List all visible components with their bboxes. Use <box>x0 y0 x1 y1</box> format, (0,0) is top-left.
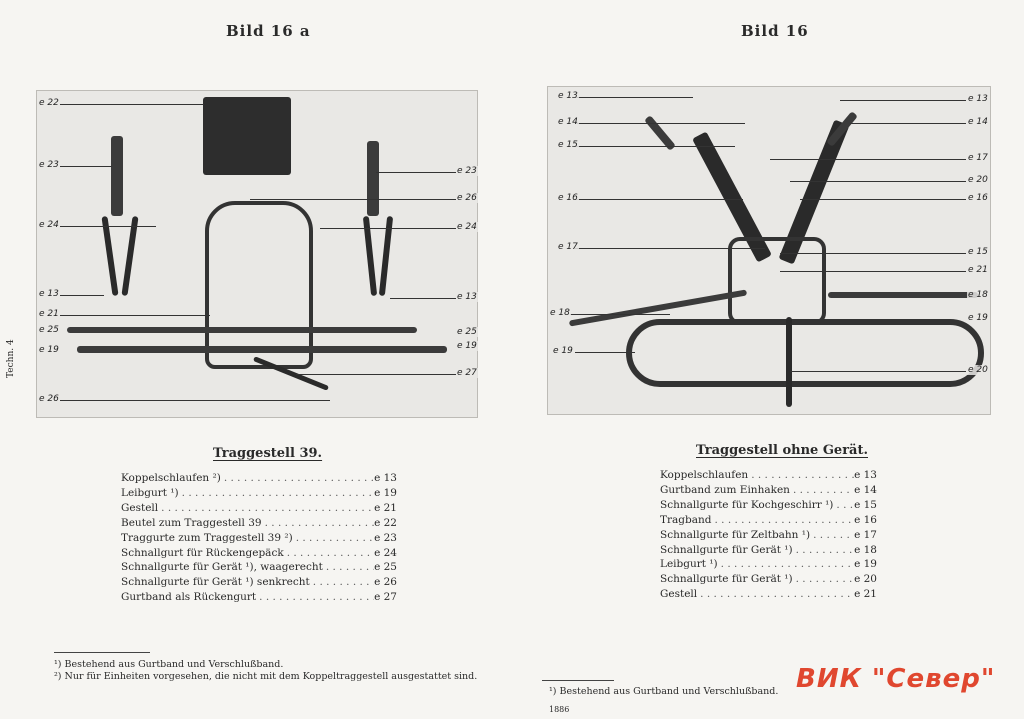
footnote: ¹) Bestehend aus Gurtband und Verschlußband. <box>54 659 284 670</box>
leader-line <box>780 271 966 272</box>
leader-line <box>390 298 456 299</box>
leader-line <box>575 97 693 98</box>
frame-shape <box>205 201 313 369</box>
strap-shape <box>121 216 138 296</box>
photo-label: e 19 <box>553 346 573 356</box>
left-legend <box>121 471 397 605</box>
legend-row: Schnallgurte für Gerät ¹) . . . e 20 <box>660 572 877 587</box>
watermark-text: ВИК "Север" <box>796 664 996 694</box>
strap-shape <box>786 317 792 407</box>
legend-row: Schnallgurte für Kochgeschirr ¹) . . . e 15 <box>660 498 877 513</box>
side-margin-text: Techn. 4 <box>6 339 16 378</box>
strap-shape <box>111 136 123 216</box>
right-legend <box>660 468 877 602</box>
legend-row: Schnallgurte für Gerät ¹), waagerecht . . . e 25 <box>121 560 397 575</box>
leader-line <box>60 295 104 296</box>
legend-row: Beutel zum Traggestell 39 . . . e 22 <box>121 516 397 531</box>
photo-label: e 19 <box>39 345 59 355</box>
left-figure-title: Bild 16 a <box>226 22 311 40</box>
leader-line <box>790 371 966 372</box>
legend-row: Leibgurt ¹) . . . e 19 <box>121 486 397 501</box>
leader-line <box>376 172 456 173</box>
legend-row: Schnallgurte für Gerät ¹) . . . e 18 <box>660 543 877 558</box>
photo-label: e 13 <box>558 91 578 101</box>
leader-line <box>575 146 735 147</box>
leader-line <box>60 226 156 227</box>
legend-row: Traggurte zum Traggestell 39 ²) . . . e 23 <box>121 531 397 546</box>
leader-line <box>575 248 765 249</box>
legend-row: Schnallgurte für Zeltbahn ¹) . . . e 17 <box>660 528 877 543</box>
photo-label: e 25 <box>457 327 477 337</box>
legend-row: Schnallgurte für Gerät ¹) senkrecht . . . e 26 <box>121 575 397 590</box>
footnote: ²) Nur für Einheiten vorgesehen, die nicht mit dem Koppeltraggestell ausgestattet sind. <box>54 670 478 682</box>
photo-label: e 18 <box>968 290 988 300</box>
leader-line <box>570 314 670 315</box>
legend-row: Gestell . . . e 21 <box>660 587 877 602</box>
leader-line <box>770 159 966 160</box>
photo-label: e 24 <box>457 222 477 232</box>
photo-label: e 18 <box>550 308 570 318</box>
leader-line <box>850 123 966 124</box>
photo-label: e 27 <box>457 368 477 378</box>
left-caption: Traggestell 39. <box>213 446 323 461</box>
belt-shape <box>828 292 978 298</box>
legend-row: Gurtband zum Einhaken . . . e 14 <box>660 483 877 498</box>
photo-label: e 15 <box>558 140 578 150</box>
photo-label: e 20 <box>968 175 988 185</box>
photo-label: e 16 <box>558 193 578 203</box>
photo-label: e 25 <box>39 325 59 335</box>
legend-row: Gurtband als Rückengurt . . . e 27 <box>121 590 397 605</box>
photo-label: e 26 <box>39 394 59 404</box>
photo-label: e 20 <box>968 365 988 375</box>
left-figure-photo <box>36 90 478 418</box>
leader-line <box>250 199 456 200</box>
photo-label: e 21 <box>39 309 59 319</box>
leader-line <box>60 104 204 105</box>
page-number: 1886 <box>549 705 570 714</box>
photo-label: e 14 <box>968 117 988 127</box>
leader-line <box>790 181 966 182</box>
legend-row: Gestell . . . e 21 <box>121 501 397 516</box>
photo-label: e 19 <box>457 341 477 351</box>
right-figure-title: Bild 16 <box>741 22 809 40</box>
right-footnotes <box>549 686 809 698</box>
photo-label: e 13 <box>457 292 477 302</box>
leader-line <box>800 199 966 200</box>
photo-label: e 16 <box>968 193 988 203</box>
photo-label: e 13 <box>968 94 988 104</box>
photo-label: e 13 <box>39 289 59 299</box>
leader-line <box>840 100 966 101</box>
legend-row: Koppelschlaufen . . . e 13 <box>660 468 877 483</box>
leader-line <box>296 374 456 375</box>
leader-line <box>60 166 112 167</box>
photo-label: e 19 <box>968 313 988 323</box>
legend-row: Schnallgurt für Rückengepäck . . . e 24 <box>121 546 397 561</box>
photo-label: e 22 <box>39 98 59 108</box>
left-footnotes <box>54 659 484 682</box>
photo-label: e 15 <box>968 247 988 257</box>
leader-line <box>320 228 456 229</box>
photo-label: e 23 <box>39 160 59 170</box>
photo-label: e 21 <box>968 265 988 275</box>
photo-label: e 14 <box>558 117 578 127</box>
leader-line <box>575 352 635 353</box>
belt-loop-shape <box>626 319 984 387</box>
right-figure-photo <box>547 86 991 415</box>
leader-line <box>60 315 210 316</box>
footnote-rule <box>542 680 614 681</box>
pouch-shape <box>203 97 291 175</box>
leader-line <box>575 123 745 124</box>
leader-line <box>60 400 330 401</box>
belt-shape <box>67 327 417 333</box>
photo-label: e 17 <box>968 153 988 163</box>
legend-row: Koppelschlaufen ²) . . . e 13 <box>121 471 397 486</box>
photo-label: e 26 <box>457 193 477 203</box>
strap-shape <box>101 216 118 296</box>
belt-shape <box>77 346 447 353</box>
footnote: ¹) Bestehend aus Gurtband und Verschlußband. <box>549 686 779 697</box>
photo-label: e 24 <box>39 220 59 230</box>
frame-shape <box>728 237 826 325</box>
strap-shape <box>367 141 379 216</box>
legend-row: Tragband . . . e 16 <box>660 513 877 528</box>
legend-row: Leibgurt ¹) . . . e 19 <box>660 557 877 572</box>
right-caption: Traggestell ohne Gerät. <box>696 443 868 458</box>
photo-label: e 23 <box>457 166 477 176</box>
photo-label: e 17 <box>558 242 578 252</box>
footnote-rule <box>54 652 150 653</box>
leader-line <box>575 199 743 200</box>
leader-line <box>780 253 966 254</box>
